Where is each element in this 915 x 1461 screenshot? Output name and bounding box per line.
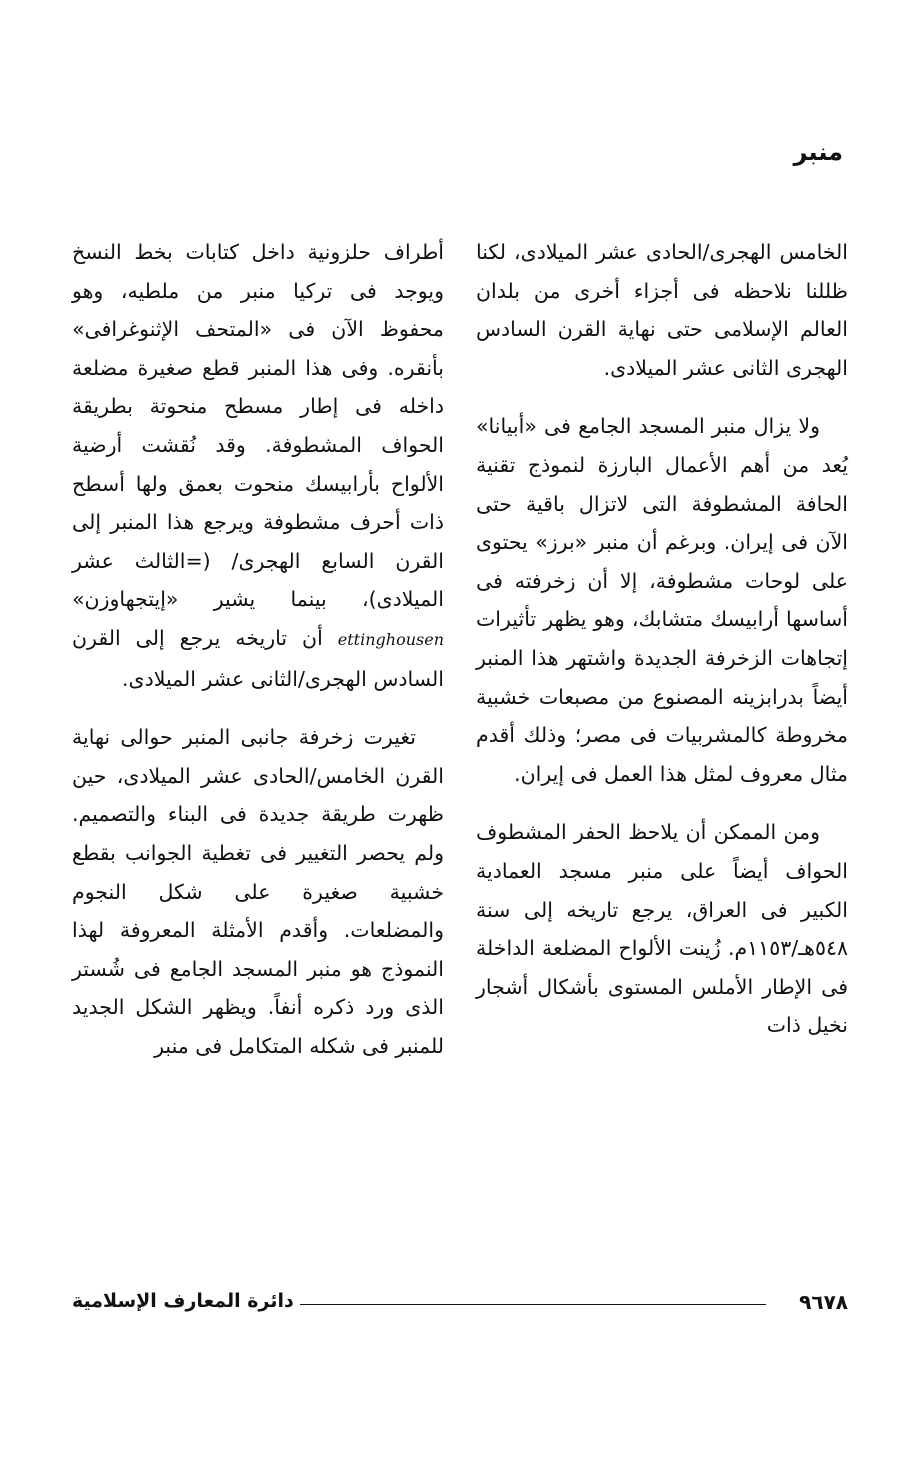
running-head-title: منبر [793,138,843,166]
paragraph: الخامس الهجرى/الحادى عشر الميلادى، لكنا ظللنا نلاحظه فى أجزاء أخرى من بلدان العالم الإسلامى حتى نهاية القرن السادس الهجرى الثانى عشر الميلادى. [476,240,848,380]
paragraph: تغيرت زخرفة جانبى المنبر حوالى نهاية القرن الخامس/الحادى عشر الميلادى، حين ظهرت طريقة جديدة فى البناء والتصميم. ولم يحصر التغيير فى تغطية الجوانب بقطع خشبية صغيرة على شكل النجوم والمضلعات. وأقدم الأمثلة المعروفة لهذا النموذج هو منبر المسجد الجامع فى شُستر الذى ورد ذكره أنفاً. ويظهر الشكل الجديد للمنبر فى شكله المتكامل فى منبر [72,725,444,1058]
journal-title: دائرة المعارف الإسلامية [72,1290,294,1312]
page-footer [72,1290,848,1320]
left-text-column [72,233,444,1085]
right-text-column [476,233,848,1065]
footer-rule [300,1304,766,1305]
latin-name: ettinghousen [337,629,444,649]
paragraph-text: أطراف حلزونية داخل كتابات بخط النسخ ويوجد فى تركيا منبر من ملطيه، وهو محفوظ الآن فى «المتحف الإثنوغرافى» بأنقره. وفى هذا المنبر قطع صغيرة مضلعة داخله فى إطار مسطح منحوتة بطريقة الحواف المشطوفة. وقد نُقشت أرضية الألواح بأرابيسك منحوت بعمق ولها أسطح ذات أحرف مشطوفة ويرجع هذا المنبر إلى القرن السابع الهجرى/ (=الثالث عشر الميلادى)، بينما يشير «إيتجهاوزن» [72,240,444,612]
paragraph: ومن الممكن أن يلاحظ الحفر المشطوف الحواف أيضاً على منبر مسجد العمادية الكبير فى العراق، يرجع تاريخه إلى سنة ٥٤٨هـ/١١٥٣م. زُينت الألواح المضلعة الداخلة فى الإطار الأملس المستوى بأشكال أشجار نخيل ذات [476,820,848,1038]
page-number: ٩٦٧٨ [799,1290,848,1314]
paragraph [72,233,444,698]
paragraph-text: أن تاريخه يرجع إلى القرن السادس الهجرى/الثانى عشر الميلادى. [72,625,444,691]
paragraph: ولا يزال منبر المسجد الجامع فى «أبيانا» يُعد من أهم الأعمال البارزة لنموذج تقنية الحافة المشطوفة التى لاتزال باقية حتى الآن فى إيران. وبرغم أن منبر «برز» يحتوى على لوحات مشطوفة، إلا أن زخرفته فى أساسها أرابيسك متشابك، وهو يظهر تأثيرات إتجاهات الزخرفة الجديدة واشتهر هذا المنبر أيضاً بدرابزينه المصنوع من مصبعات خشبية مخروطة كالمشربيات فى مصر؛ وذلك أقدم مثال معروف لمثل هذا العمل فى إيران. [476,414,848,786]
